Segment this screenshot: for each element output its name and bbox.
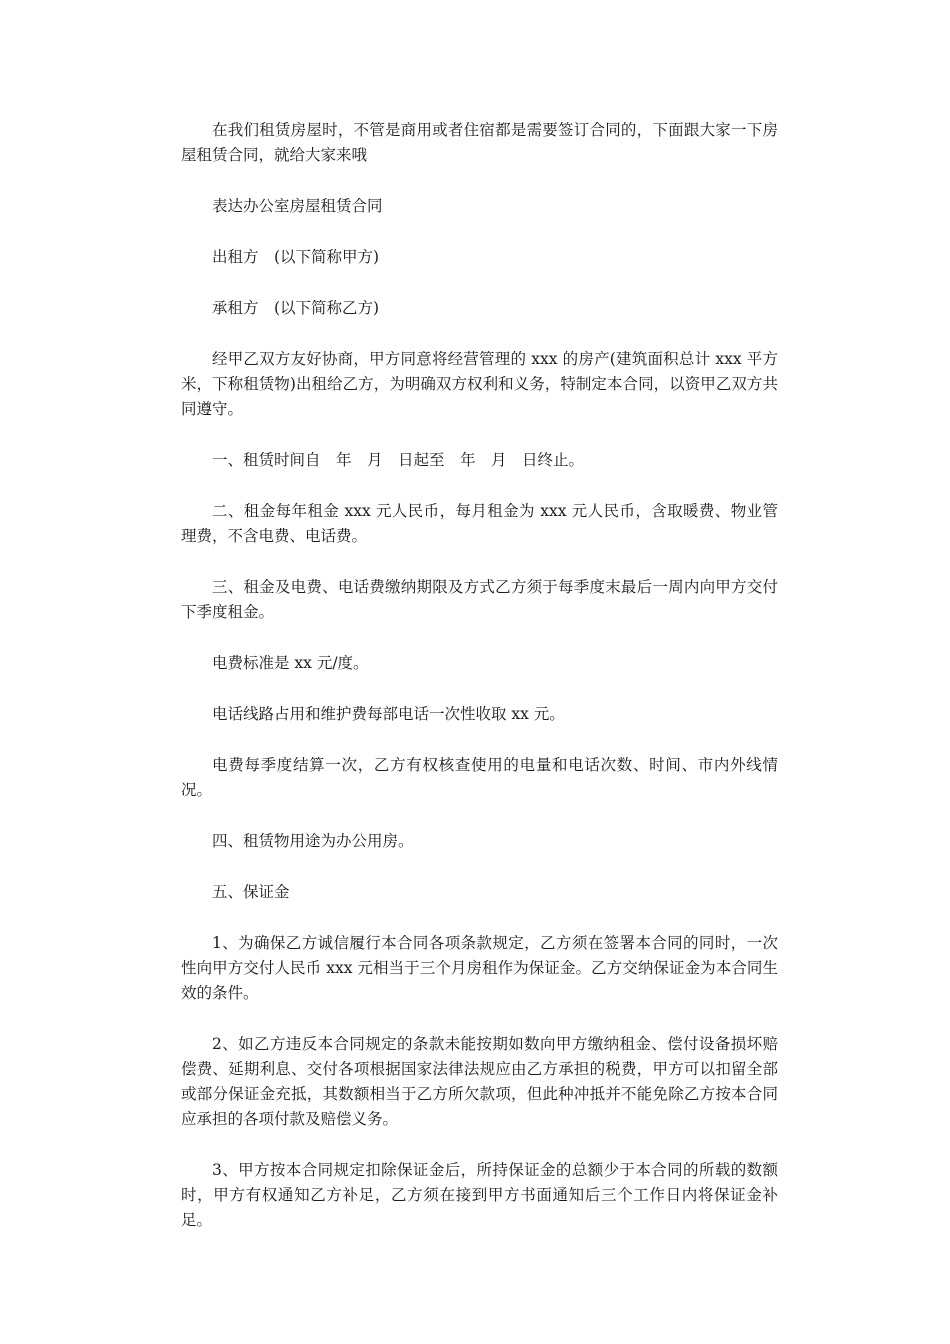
clause-5-deposit-heading: 五、保证金	[212, 883, 290, 901]
intro-paragraph: 在我们租赁房屋时，不管是商用或者住宿都是需要签订合同的，下面跟大家一下房屋租赁合同，就给大家来哦	[181, 121, 778, 164]
deposit-item-2: 2、如乙方违反本合同规定的条款未能按期如数向甲方缴纳租金、偿付设备损坏赔偿费、延期利息、交付各项根据国家法律法规应由乙方承担的税费，甲方可以扣留全部或部分保证金充抵，其数额相当于乙方所欠款项，但此种冲抵并不能免除乙方按本合同应承担的各项付款及赔偿义务。	[181, 1035, 778, 1128]
lessor-line: 出租方 (以下简称甲方)	[212, 248, 380, 266]
clause-2-rent: 二、租金每年租金 xxx 元人民币，每月租金为 xxx 元人民币，含取暖费、物业管理费，不含电费、电话费。	[181, 502, 778, 545]
deposit-item-3: 3、甲方按本合同规定扣除保证金后，所持保证金的总额少于本合同的所载的数额时，甲方有权通知乙方补足，乙方须在接到甲方书面通知后三个工作日内将保证金补足。	[181, 1161, 778, 1229]
electricity-rate-line: 电费标准是 xx 元/度。	[212, 654, 369, 672]
clause-3-payment-terms: 三、租金及电费、电话费缴纳期限及方式乙方须于每季度末最后一周内向甲方交付下季度租金。	[181, 578, 778, 621]
phone-fee-line: 电话线路占用和维护费每部电话一次性收取 xx 元。	[212, 705, 565, 723]
lessee-line: 承租方 (以下简称乙方)	[212, 299, 380, 317]
settlement-paragraph: 电费每季度结算一次，乙方有权核查使用的电量和电话次数、时间、市内外线情况。	[181, 756, 778, 799]
deposit-item-1: 1、为确保乙方诚信履行本合同各项条款规定，乙方须在签署本合同的同时，一次性向甲方交付人民币 xxx 元相当于三个月房租作为保证金。乙方交纳保证金为本合同生效的条件。	[181, 934, 778, 1002]
contract-title: 表达办公室房屋租赁合同	[212, 197, 383, 215]
preamble-paragraph: 经甲乙双方友好协商，甲方同意将经营管理的 xxx 的房产(建筑面积总计 xxx 平方米，下称租赁物)出租给乙方，为明确双方权利和义务，特制定本合同，以资甲乙双方共同遵守。	[181, 350, 778, 418]
clause-4-usage: 四、租赁物用途为办公用房。	[212, 832, 414, 850]
document-page	[181, 118, 778, 1259]
clause-1-lease-term: 一、租赁时间自 年 月 日起至 年 月 日终止。	[212, 451, 585, 469]
